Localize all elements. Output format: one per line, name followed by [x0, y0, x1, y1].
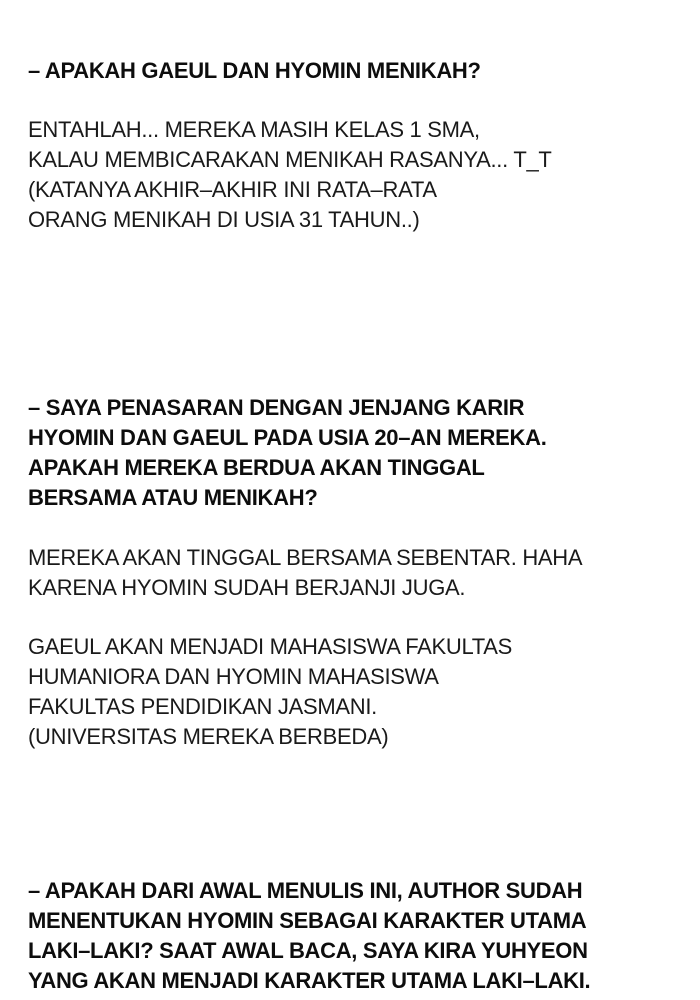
question-2-line-2: HYOMIN DAN GAEUL PADA USIA 20–AN MEREKA.: [28, 425, 547, 450]
answer-1-line-4: ORANG MENIKAH DI USIA 31 TAHUN..): [28, 207, 420, 232]
answer-2b-line-3: FAKULTAS PENDIDIKAN JASMANI.: [28, 694, 377, 719]
answer-1-line-1: ENTAHLAH... MEREKA MASIH KELAS 1 SMA,: [28, 117, 480, 142]
answer-2a-line-1: MEREKA AKAN TINGGAL BERSAMA SEBENTAR. HAHA: [28, 545, 583, 570]
question-3-line-2: MENENTUKAN HYOMIN SEBAGAI KARAKTER UTAMA: [28, 908, 587, 933]
question-1-line-1: – APAKAH GAEUL DAN HYOMIN MENIKAH?: [28, 58, 481, 83]
question-3-line-3: LAKI–LAKI? SAAT AWAL BACA, SAYA KIRA YUHYEON: [28, 938, 588, 963]
question-3-line-4: YANG AKAN MENJADI KARAKTER UTAMA LAKI–LAKI.: [28, 968, 591, 993]
answer-2b-line-2: HUMANIORA DAN HYOMIN MAHASISWA: [28, 664, 439, 689]
question-3-line-1: – APAKAH DARI AWAL MENULIS INI, AUTHOR SUDAH: [28, 878, 583, 903]
question-2-line-1: – SAYA PENASARAN DENGAN JENJANG KARIR: [28, 395, 525, 420]
answer-2b-line-4: (UNIVERSITAS MEREKA BERBEDA): [28, 724, 389, 749]
answer-1-line-3: (KATANYA AKHIR–AKHIR INI RATA–RATA: [28, 177, 437, 202]
answer-2a-line-2: KARENA HYOMIN SUDAH BERJANJI JUGA.: [28, 575, 466, 600]
answer-2b-line-1: GAEUL AKAN MENJADI MAHASISWA FAKULTAS: [28, 634, 513, 659]
question-2-line-3: APAKAH MEREKA BERDUA AKAN TINGGAL: [28, 455, 485, 480]
answer-1-line-2: KALAU MEMBICARAKAN MENIKAH RASANYA... T_T: [28, 147, 552, 172]
question-2-line-4: BERSAMA ATAU MENIKAH?: [28, 485, 318, 510]
